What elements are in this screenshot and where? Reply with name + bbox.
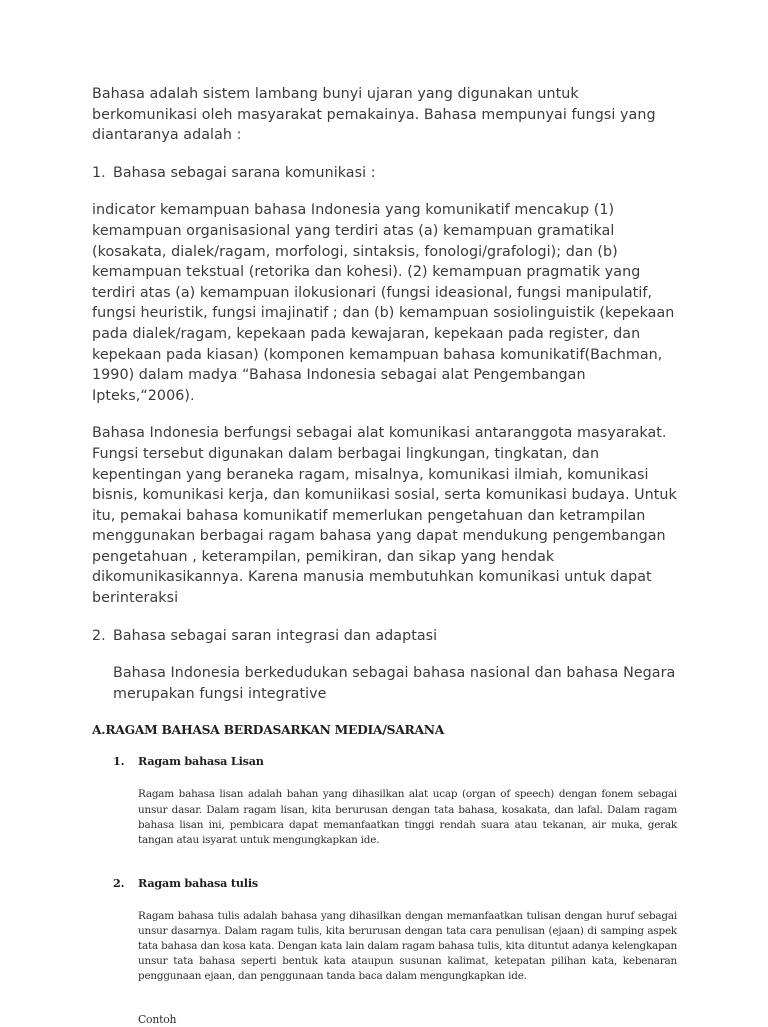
section-item-2-title: Ragam bahasa tulis bbox=[138, 875, 259, 890]
spacer bbox=[92, 998, 678, 1012]
section-item-1-body: Ragam bahasa lisan adalah bahan yang dihasilkan alat ucap (organ of speech) dengan fonem sebagai unsur dasar. Dalam ragam lisan, kita berurusan dengan tata bahasa, kosakata, dan lafal. Dalam ragam bahasa lisan ini, pembicara dapat memanfaatkan tinggi rendah suara atau tekanan, air muka, gerak tangan atau isyarat untuk mengungkapkan ide. bbox=[138, 788, 677, 846]
list-item-1-paragraph-1: indicator kemampuan bahasa Indonesia yang komunikatif mencakup (1) kemampuan organisasional yang terdiri atas (a) kemampuan gramatikal (kosakata, dialek/ragam, morfologi, sintaksis, fonologi/grafologi); dan (b) kemampuan tekstual (retorika dan kohesi). (2) kemampuan pragmatik yang terdiri atas (a) kemampuan ilokusionari (fungsi ideasional, fungsi manipulatif, fungsi heuristik, fungsi imajinatif ; dan (b) kemampuan sosiolinguistik (kepekaan pada dialek/ragam, kepekaan pada kewajaran, kepekaan pada register, dan kepekaan pada kiasan) (komponen kemampuan bahasa komunikatif(Bachman, 1990) dalam madya “Bahasa Indonesia sebagai alat Pengembangan Ipteks,“2006). bbox=[92, 202, 675, 404]
list-item-2 bbox=[92, 626, 678, 647]
spacer bbox=[92, 862, 678, 876]
intro-paragraph: Bahasa adalah sistem lambang bunyi ujaran yang digunakan untuk berkomunikasi oleh masyarakat pemakainya. Bahasa mempunyai fungsi yang diantaranya adalah : bbox=[92, 86, 656, 144]
section-heading-a: A.RAGAM BAHASA BERDASARKAN MEDIA/SARANA bbox=[92, 722, 445, 738]
section-item-1-marker: 1. bbox=[113, 754, 125, 769]
document-body bbox=[92, 84, 678, 1027]
list-item-1-paragraph-2: Bahasa Indonesia berfungsi sebagai alat komunikasi antaranggota masyarakat. Fungsi tersebut digunakan dalam berbagai lingkungan, tingkatan, dan kepentingan yang beraneka ragam, misalnya, komunikasi ilmiah, komunikasi bisnis, komunikasi kerja, dan komuniikasi sosial, serta komunikasi budaya. Untuk itu, pemakai bahasa komunikatif memerlukan pengetahuan dan ketrampilan menggunakan berbagai ragam bahasa yang dapat mendukung pengembangan pengetahuan , keterampilan, pemikiran, dan sikap yang hendak dikomunikasikannya. Karena manusia membutuhkan komunikasi untuk dapat berinteraksi bbox=[92, 425, 677, 607]
list-item-2-marker: 2. bbox=[92, 627, 106, 644]
spacer bbox=[92, 900, 678, 909]
list-item-2-title: Bahasa sebagai saran integrasi dan adaptasi bbox=[113, 627, 438, 644]
list-item-1 bbox=[92, 163, 678, 184]
section-item-2 bbox=[92, 876, 678, 891]
section-item-2-marker: 2. bbox=[113, 875, 125, 890]
section-item-1-title: Ragam bahasa Lisan bbox=[138, 754, 264, 769]
spacer bbox=[92, 778, 678, 787]
example-label: Contoh bbox=[138, 1013, 177, 1027]
list-item-1-title: Bahasa sebagai sarana komunikasi : bbox=[113, 164, 376, 181]
list-item-2-paragraph-1: Bahasa Indonesia berkedudukan sebagai bahasa nasional dan bahasa Negara merupakan fungsi integrative bbox=[113, 665, 676, 702]
section-item-2-body: Ragam bahasa tulis adalah bahasa yang dihasilkan dengan memanfaatkan tulisan dengan huruf sebagai unsur dasarnya. Dalam ragam tulis, kita berurusan dengan tata cara penulisan (ejaan) di samping aspek tata bahasa dan kosa kata. Dengan kata lain dalam ragam bahasa tulis, kita dituntut adanya kelengkapan unsur tata bahasa seperti bentuk kata ataupun susunan kalimat, ketepatan pilihan kata, kebenaran penggunaan ejaan, dan penggunaan tanda baca dalam mengungkapkan ide. bbox=[138, 909, 677, 983]
list-item-1-marker: 1. bbox=[92, 164, 106, 181]
section-item-1 bbox=[92, 754, 678, 769]
